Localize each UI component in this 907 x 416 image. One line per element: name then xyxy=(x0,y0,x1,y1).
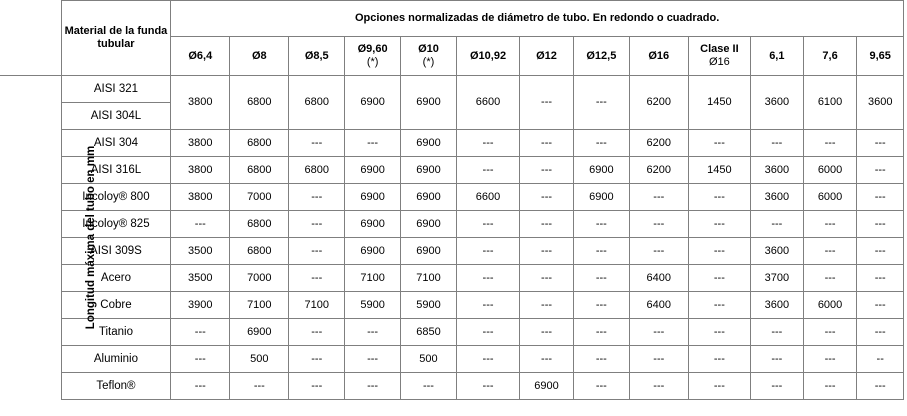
value-cell: --- xyxy=(573,319,629,346)
value-cell: 6800 xyxy=(230,76,289,130)
value-cell: --- xyxy=(345,346,401,373)
value-cell: 6200 xyxy=(629,130,688,157)
value-cell: --- xyxy=(456,373,519,400)
table-row xyxy=(0,346,904,373)
options-title-header: Opciones normalizadas de diámetro de tubo. En redondo o cuadrado. xyxy=(171,1,904,37)
value-cell: --- xyxy=(629,238,688,265)
diameter-header-line: 9,65 xyxy=(869,49,891,62)
value-cell: --- xyxy=(401,373,457,400)
value-cell: 3500 xyxy=(171,265,230,292)
value-cell: 6800 xyxy=(289,157,345,184)
value-cell: --- xyxy=(803,346,857,373)
value-cell: 6600 xyxy=(456,76,519,130)
value-cell: --- xyxy=(629,346,688,373)
value-cell: --- xyxy=(688,373,750,400)
material-cell: AISI 309S xyxy=(61,238,171,265)
table-row xyxy=(0,292,904,319)
value-cell: --- xyxy=(520,319,574,346)
value-cell: 6400 xyxy=(629,265,688,292)
table-row xyxy=(0,157,904,184)
value-cell: --- xyxy=(456,292,519,319)
value-cell: --- xyxy=(520,157,574,184)
diameter-column-header xyxy=(171,37,230,76)
value-cell: 3600 xyxy=(750,76,803,130)
value-cell: 6900 xyxy=(345,76,401,130)
value-cell: 6800 xyxy=(289,76,345,130)
value-cell: 3600 xyxy=(857,76,904,130)
value-cell: --- xyxy=(520,76,574,130)
diameter-header-line: 6,1 xyxy=(769,49,785,62)
value-cell: 3500 xyxy=(171,238,230,265)
value-cell: 3800 xyxy=(171,157,230,184)
material-cell: Teflon® xyxy=(61,373,171,400)
diameter-header-line: Ø10 xyxy=(418,43,439,55)
diameter-column-header xyxy=(401,37,457,76)
value-cell: --- xyxy=(573,292,629,319)
value-cell: --- xyxy=(750,346,803,373)
diameter-column-header xyxy=(629,37,688,76)
diameter-column-header xyxy=(345,37,401,76)
value-cell: --- xyxy=(345,319,401,346)
value-cell: --- xyxy=(520,184,574,211)
diameter-header-line: (*) xyxy=(366,56,379,68)
value-cell: --- xyxy=(456,319,519,346)
value-cell: --- xyxy=(289,130,345,157)
value-cell: 7000 xyxy=(230,265,289,292)
table-row xyxy=(0,265,904,292)
diameter-header-line: Ø16 xyxy=(708,56,730,68)
value-cell: --- xyxy=(688,130,750,157)
material-cell: Acero xyxy=(61,265,171,292)
value-cell: 7000 xyxy=(230,184,289,211)
value-cell: 6900 xyxy=(573,157,629,184)
diameter-header-line: 7,6 xyxy=(822,49,838,62)
value-cell: 3600 xyxy=(750,238,803,265)
value-cell: 3600 xyxy=(750,292,803,319)
value-cell: 6900 xyxy=(401,130,457,157)
value-cell: 6200 xyxy=(629,157,688,184)
diameter-column-header xyxy=(857,37,904,76)
value-cell: 6800 xyxy=(230,130,289,157)
value-cell: -- xyxy=(857,346,904,373)
table-row xyxy=(0,238,904,265)
value-cell: --- xyxy=(750,373,803,400)
table-row xyxy=(0,319,904,346)
value-cell: 3600 xyxy=(750,184,803,211)
value-cell: 6900 xyxy=(345,184,401,211)
value-cell: --- xyxy=(629,211,688,238)
value-cell: 6900 xyxy=(230,319,289,346)
value-cell: --- xyxy=(629,319,688,346)
value-cell: 6800 xyxy=(230,157,289,184)
value-cell: --- xyxy=(520,346,574,373)
value-cell: 5900 xyxy=(345,292,401,319)
value-cell: --- xyxy=(520,238,574,265)
diameter-header-line: Ø12,5 xyxy=(586,49,617,62)
value-cell: --- xyxy=(289,319,345,346)
value-cell: 6900 xyxy=(345,157,401,184)
value-cell: --- xyxy=(171,373,230,400)
value-cell: 7100 xyxy=(230,292,289,319)
value-cell: --- xyxy=(857,130,904,157)
diameter-column-header xyxy=(803,37,857,76)
material-cell: Aluminio xyxy=(61,346,171,373)
value-cell: --- xyxy=(289,373,345,400)
value-cell: --- xyxy=(750,211,803,238)
value-cell: 5900 xyxy=(401,292,457,319)
table-row xyxy=(0,184,904,211)
value-cell: 3600 xyxy=(750,157,803,184)
diameter-column-header xyxy=(230,37,289,76)
value-cell: --- xyxy=(857,184,904,211)
material-cell: Incoloy® 800 xyxy=(61,184,171,211)
value-cell: --- xyxy=(857,211,904,238)
value-cell: --- xyxy=(171,346,230,373)
diameter-header-line: Ø6,4 xyxy=(188,49,213,62)
value-cell: --- xyxy=(456,211,519,238)
value-cell: --- xyxy=(456,265,519,292)
value-cell: --- xyxy=(803,373,857,400)
value-cell: --- xyxy=(857,319,904,346)
table-row xyxy=(0,130,904,157)
value-cell: --- xyxy=(230,373,289,400)
value-cell: --- xyxy=(456,157,519,184)
value-cell: 1450 xyxy=(688,76,750,130)
value-cell: --- xyxy=(171,319,230,346)
diameter-header-line: (*) xyxy=(422,56,435,68)
value-cell: --- xyxy=(573,211,629,238)
value-cell: 6000 xyxy=(803,157,857,184)
value-cell: 500 xyxy=(230,346,289,373)
value-cell: --- xyxy=(289,238,345,265)
diameter-header-line: Clase II xyxy=(700,43,739,55)
material-cell: Cobre xyxy=(61,292,171,319)
value-cell: --- xyxy=(688,292,750,319)
side-axis-label: Longitud máxima del tubo en mm xyxy=(85,146,98,330)
value-cell: 3900 xyxy=(171,292,230,319)
value-cell: --- xyxy=(171,211,230,238)
diameter-header-line: Ø9,60 xyxy=(357,43,388,55)
value-cell: --- xyxy=(573,265,629,292)
diameter-column-header xyxy=(456,37,519,76)
value-cell: --- xyxy=(345,130,401,157)
value-cell: 6900 xyxy=(345,238,401,265)
value-cell: --- xyxy=(289,211,345,238)
value-cell: 3800 xyxy=(171,184,230,211)
value-cell: --- xyxy=(688,184,750,211)
value-cell: 6900 xyxy=(401,211,457,238)
material-cell: AISI 304 xyxy=(61,130,171,157)
diameter-header-line: Ø10,92 xyxy=(469,49,507,62)
value-cell: --- xyxy=(573,346,629,373)
value-cell: --- xyxy=(803,319,857,346)
value-cell: --- xyxy=(289,265,345,292)
value-cell: --- xyxy=(803,265,857,292)
material-cell: AISI 316L xyxy=(61,157,171,184)
value-cell: 6000 xyxy=(803,292,857,319)
value-cell: --- xyxy=(857,157,904,184)
value-cell: --- xyxy=(688,319,750,346)
value-cell: 6000 xyxy=(803,184,857,211)
value-cell: --- xyxy=(629,184,688,211)
value-cell: --- xyxy=(456,346,519,373)
value-cell: 6800 xyxy=(230,238,289,265)
value-cell: 3800 xyxy=(171,76,230,130)
value-cell: --- xyxy=(456,130,519,157)
value-cell: 6900 xyxy=(401,184,457,211)
value-cell: 3700 xyxy=(750,265,803,292)
diameter-column-header xyxy=(750,37,803,76)
material-cell: Incoloy® 825 xyxy=(61,211,171,238)
value-cell: 6900 xyxy=(573,184,629,211)
value-cell: --- xyxy=(803,211,857,238)
value-cell: --- xyxy=(857,373,904,400)
value-cell: --- xyxy=(857,265,904,292)
value-cell: 1450 xyxy=(688,157,750,184)
value-cell: 6900 xyxy=(520,373,574,400)
value-cell: --- xyxy=(456,238,519,265)
value-cell: --- xyxy=(750,319,803,346)
value-cell: 6850 xyxy=(401,319,457,346)
value-cell: --- xyxy=(289,184,345,211)
value-cell: --- xyxy=(520,130,574,157)
value-cell: 6900 xyxy=(401,76,457,130)
diameter-header-line: Ø12 xyxy=(536,49,557,62)
value-cell: --- xyxy=(857,292,904,319)
value-cell: 6800 xyxy=(230,211,289,238)
value-cell: --- xyxy=(573,238,629,265)
diameter-header-line: Ø8 xyxy=(251,49,267,62)
value-cell: 3800 xyxy=(171,130,230,157)
table-row xyxy=(0,211,904,238)
value-cell: 7100 xyxy=(345,265,401,292)
value-cell: --- xyxy=(803,130,857,157)
value-cell: --- xyxy=(803,238,857,265)
header-row-top xyxy=(0,1,904,37)
value-cell: --- xyxy=(520,292,574,319)
material-cell: AISI 304L xyxy=(61,103,171,130)
table-row xyxy=(0,373,904,400)
blank-corner-cell xyxy=(0,1,61,76)
value-cell: 6100 xyxy=(803,76,857,130)
table-body xyxy=(0,1,904,400)
value-cell: 500 xyxy=(401,346,457,373)
diameter-header-line: Ø8,5 xyxy=(304,49,329,62)
diameter-header-line: Ø16 xyxy=(648,49,670,62)
value-cell: --- xyxy=(629,373,688,400)
value-cell: --- xyxy=(573,130,629,157)
table-row xyxy=(0,76,904,103)
value-cell: --- xyxy=(289,346,345,373)
diameter-column-header xyxy=(289,37,345,76)
value-cell: --- xyxy=(857,238,904,265)
material-cell: Titanio xyxy=(61,319,171,346)
value-cell: --- xyxy=(688,211,750,238)
value-cell: --- xyxy=(345,373,401,400)
material-column-header: Material de la funda tubular xyxy=(61,1,171,76)
diameter-column-header xyxy=(688,37,750,76)
value-cell: 6200 xyxy=(629,76,688,130)
side-axis-label-cell xyxy=(0,76,98,400)
value-cell: --- xyxy=(688,265,750,292)
value-cell: --- xyxy=(573,76,629,130)
value-cell: --- xyxy=(520,211,574,238)
value-cell: --- xyxy=(688,346,750,373)
value-cell: --- xyxy=(573,373,629,400)
value-cell: --- xyxy=(688,238,750,265)
diameter-column-header xyxy=(573,37,629,76)
value-cell: 6900 xyxy=(401,238,457,265)
value-cell: 6900 xyxy=(401,157,457,184)
value-cell: 7100 xyxy=(289,292,345,319)
diameter-column-header xyxy=(520,37,574,76)
value-cell: 6400 xyxy=(629,292,688,319)
value-cell: --- xyxy=(520,265,574,292)
material-cell: AISI 321 xyxy=(61,76,171,103)
value-cell: --- xyxy=(750,130,803,157)
value-cell: 6600 xyxy=(456,184,519,211)
value-cell: 7100 xyxy=(401,265,457,292)
value-cell: 6900 xyxy=(345,211,401,238)
